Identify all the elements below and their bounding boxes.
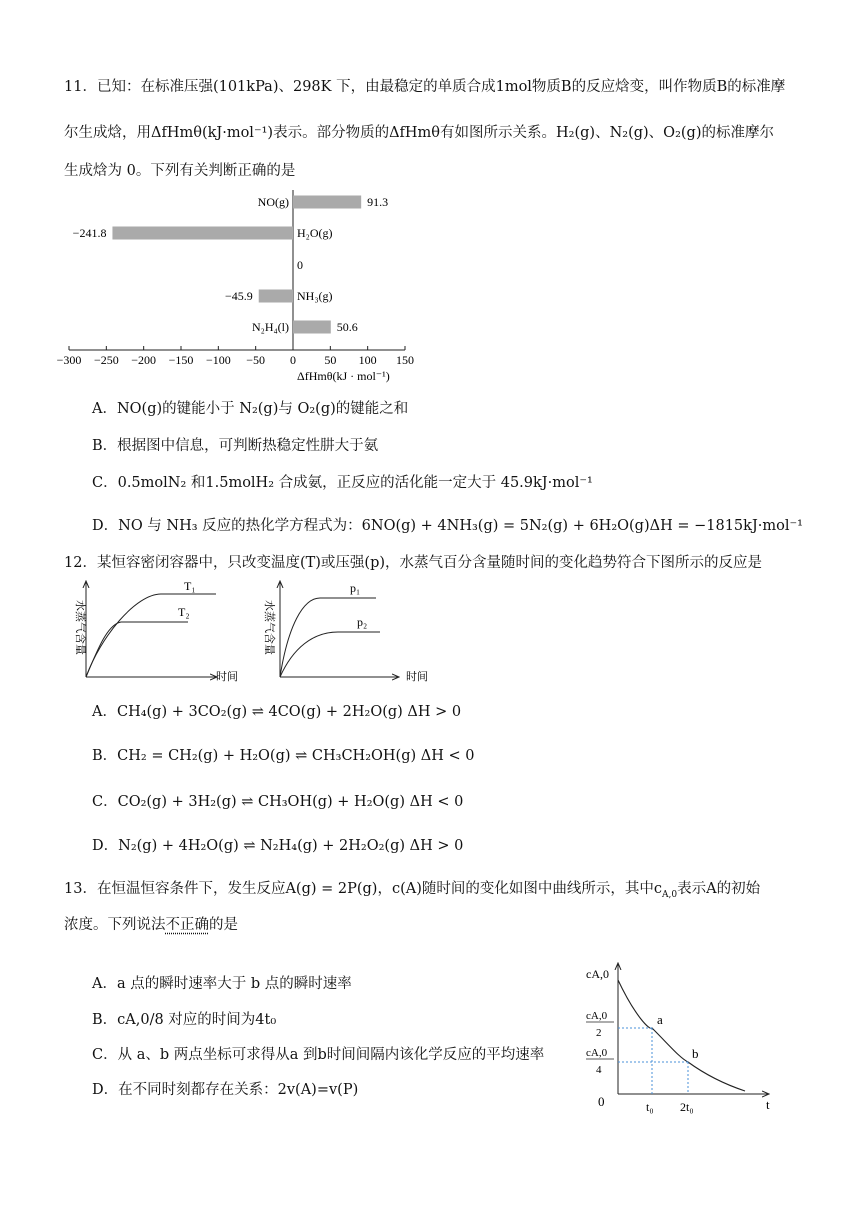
q11-stem-line2: 尔生成焓，用ΔfHmθ(kJ·mol⁻¹)表示。部分物质的ΔfHmθ有如图所示关系。H₂(g)、N₂(g)、O₂(g)的标准摩尔 xyxy=(64,125,774,141)
value-label: 50.6 xyxy=(336,320,358,334)
x-tick-label: −300 xyxy=(56,353,82,367)
q13-stem-post: 的是 xyxy=(209,917,238,933)
q13-option-b: B．cA,0/8 对应的时间为4t₀ xyxy=(92,1012,277,1028)
q13-stem-line2 xyxy=(64,914,804,936)
x-axis-title: ΔfHmθ(kJ · mol⁻¹) xyxy=(297,369,390,383)
q13-option-a: A．a 点的瞬时速率大于 b 点的瞬时速率 xyxy=(92,976,352,992)
point-a-label: a xyxy=(657,1012,663,1027)
value-label: −241.8 xyxy=(72,226,107,240)
y-quarter-den: 4 xyxy=(596,1064,602,1076)
q13-option-d: D．在不同时刻都存在关系：2v(A)=v(P) xyxy=(92,1082,359,1098)
p1-label: p₁ xyxy=(350,581,361,595)
x-tick-label: −150 xyxy=(168,353,194,367)
q13-option-c: C．从 a、b 两点坐标可求得从a 到b时间间隔内该化学反应的平均速率 xyxy=(92,1047,545,1063)
x-tick-label: 100 xyxy=(358,353,377,367)
bar xyxy=(293,196,361,209)
pressure-graph xyxy=(258,576,448,686)
y-axis-label: 水蒸气含量 xyxy=(263,600,275,655)
q11-stem-line3: 生成焓为 0。下列有关判断正确的是 xyxy=(64,163,296,179)
q12-stem: 12．某恒容密闭容器中，只改变温度(T)或压强(p)，水蒸气百分含量随时间的变化趋势符合下图所示的反应是 xyxy=(64,555,763,571)
q11-option-a: A．NO(g)的键能小于 N₂(g)与 O₂(g)的键能之和 xyxy=(92,401,409,417)
t2-label: T₂ xyxy=(178,605,190,619)
x-tick-label: −100 xyxy=(205,353,231,367)
bar xyxy=(259,290,293,303)
origin-label: 0 xyxy=(598,1094,605,1109)
q12-option-a: A．CH₄(g) + 3CO₂(g) ⇌ 4CO(g) + 2H₂O(g) ΔH > 0 xyxy=(92,704,462,720)
t-axis-label: t xyxy=(766,1097,770,1112)
category-label: H₂O(g) xyxy=(297,226,333,240)
q11-option-c: C．0.5molN₂ 和1.5molH₂ 合成氨，正反应的活化能一定大于 45.9kJ·mol⁻¹ xyxy=(92,475,593,491)
p2-label: p₂ xyxy=(357,615,368,629)
enthalpy-bar-chart xyxy=(56,186,460,386)
q13-stem-line1 xyxy=(64,878,804,906)
y-half-num: cA,0 xyxy=(586,1010,608,1022)
q11-option-b: B．根据图中信息，可判断热稳定性肼大于氨 xyxy=(92,438,379,454)
t2-label: 2t₀ xyxy=(680,1100,694,1114)
x-axis-label: 时间 xyxy=(216,671,238,683)
y-top-label: cA,0 xyxy=(586,967,609,981)
category-label: NO(g) xyxy=(257,195,289,209)
value-label: 91.3 xyxy=(367,195,389,209)
x-tick-label: 150 xyxy=(396,353,414,367)
t1-label: T₁ xyxy=(184,579,196,593)
y-quarter-num: cA,0 xyxy=(586,1047,608,1059)
y-axis-label: 水蒸气含量 xyxy=(74,600,86,655)
y-half-den: 2 xyxy=(596,1027,602,1039)
q13-emphasis: 不正确 xyxy=(165,917,209,933)
q11-option-d: D．NO 与 NH₃ 反应的热化学方程式为：6NO(g) + 4NH₃(g) = 5N₂(g) + 6H₂O(g)ΔH = −1815kJ·mol⁻¹ xyxy=(92,518,803,534)
x-tick-label: −50 xyxy=(246,353,266,367)
q12-option-d: D．N₂(g) + 4H₂O(g) ⇌ N₂H₄(g) + 2H₂O₂(g) ΔH > 0 xyxy=(92,838,464,854)
q13-stem-pre: 浓度。下列说法 xyxy=(64,917,166,933)
value-label: 0 xyxy=(297,258,303,272)
category-label: N₂H₄(l) xyxy=(251,320,289,334)
q13-stem-text: 13．在恒温恒容条件下，发生反应A(g) = 2P(g)，c(A)随时间的变化如图中曲线所示，其中c xyxy=(64,881,662,897)
concentration-graph xyxy=(580,956,790,1126)
x-tick-label: 0 xyxy=(290,353,296,367)
temperature-graph xyxy=(66,576,236,686)
t0-label: t₀ xyxy=(646,1100,654,1114)
x-axis-label: 时间 xyxy=(406,671,428,683)
q13-stem-end: 表示A的初始 xyxy=(677,881,761,897)
q11-stem-line1: 11．已知：在标准压强(101kPa)、298K 下，由最稳定的单质合成1mol物质B的反应焓变，叫作物质B的标准摩 xyxy=(64,79,786,95)
x-tick-label: 50 xyxy=(324,353,337,367)
category-label: NH₃(g) xyxy=(297,289,333,303)
q13-stem-sub: A,0 xyxy=(662,889,678,900)
x-tick-label: −200 xyxy=(131,353,157,367)
bar xyxy=(293,321,331,334)
point-b-label: b xyxy=(692,1046,699,1061)
bar xyxy=(112,227,293,240)
q12-option-b: B．CH₂ = CH₂(g) + H₂O(g) ⇌ CH₃CH₂OH(g) ΔH < 0 xyxy=(92,748,475,764)
value-label: −45.9 xyxy=(224,289,253,303)
q12-option-c: C．CO₂(g) + 3H₂(g) ⇌ CH₃OH(g) + H₂O(g) ΔH < 0 xyxy=(92,794,464,810)
x-tick-label: −250 xyxy=(93,353,119,367)
